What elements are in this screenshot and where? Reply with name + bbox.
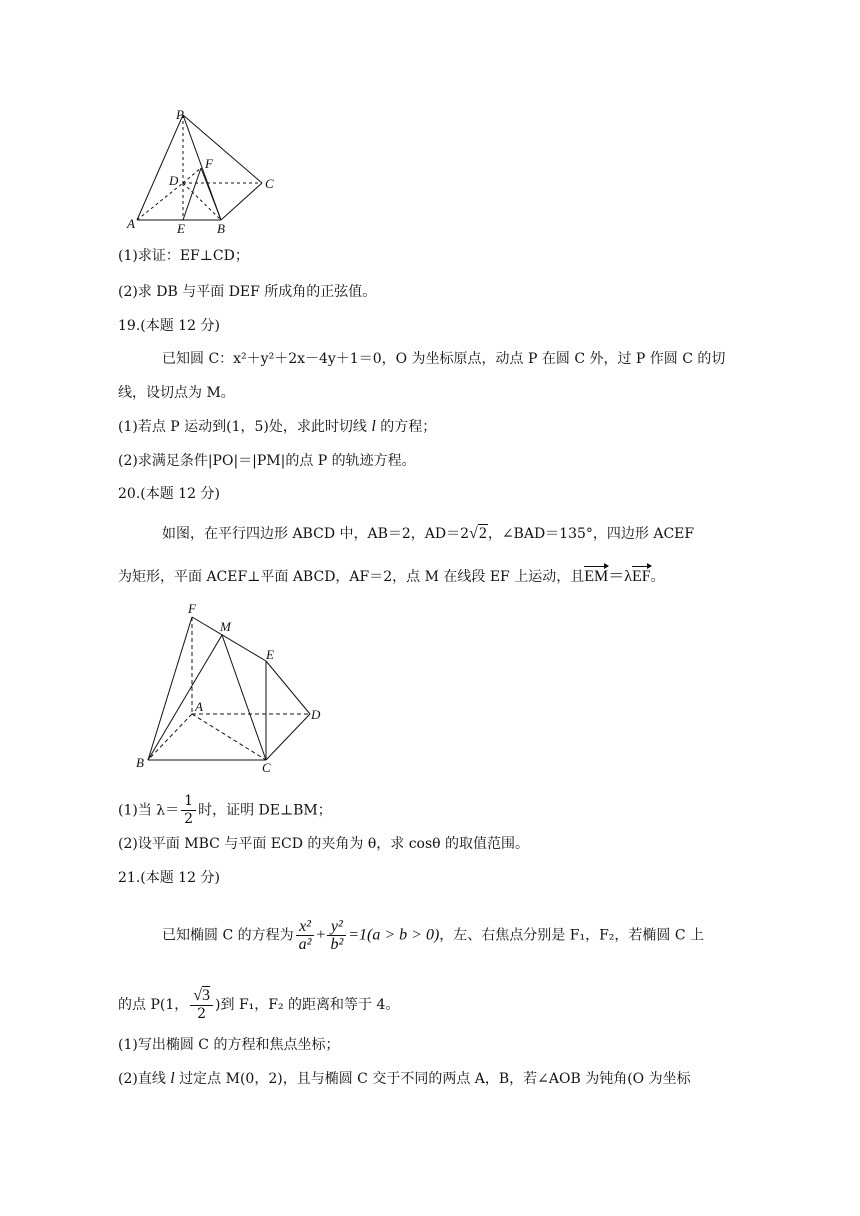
label-d: D — [311, 707, 321, 722]
q19-part1 — [118, 417, 436, 437]
q20-stem1-text-b: ，∠BAD＝135°，四边形 ACEF — [487, 526, 695, 542]
q19-stem-line1: 已知圆 C：x²＋y²＋2x－4y＋1＝0，O 为坐标原点，动点 P 在圆 C 外，过 P 作圆 C 的切 — [162, 351, 726, 367]
q21-stem-line2 — [118, 987, 399, 1023]
q21-part1: (1)写出椭圆 C 的方程和焦点坐标； — [118, 1037, 340, 1053]
q19-part2: (2)求满足条件|PO|＝|PM|的点 P 的轨迹方程。 — [118, 453, 416, 469]
label-d: D — [169, 173, 179, 188]
edge-fb — [148, 617, 192, 760]
plus-sign: + — [316, 926, 326, 944]
q21-part2 — [118, 1069, 691, 1089]
fraction-one-half: $\frac{1}{2}$ — [181, 793, 196, 828]
label-e: E — [266, 647, 274, 662]
q21-stem1-text-b: ，左、右焦点分别是 F₁，F₂，若椭圆 C 上 — [439, 927, 705, 944]
label-c: C — [262, 760, 271, 775]
eq-lambda: ＝λ — [608, 568, 632, 585]
edge-de — [266, 661, 310, 714]
q20-part1-text-b: 时，证明 DE⊥BM； — [198, 802, 332, 819]
label-b: B — [136, 755, 144, 770]
q20-stem2-end: 。 — [650, 569, 665, 585]
pyramid-figure — [125, 105, 285, 235]
sqrt-2: √2 — [469, 525, 487, 542]
q20-part1-text-a: (1)当 λ＝ — [118, 802, 180, 819]
q20-stem-line2 — [118, 567, 665, 587]
edge-mc — [222, 635, 266, 760]
q21-part2-text-b: 过定点 M(0，2)，且与椭圆 C 交于不同的两点 A，B，若∠AOB 为钝角(O 为坐标 — [174, 1071, 691, 1087]
label-b: B — [217, 221, 225, 235]
q20-part2: (2)设平面 MBC 与平面 ECD 的夹角为 θ，求 cosθ 的取值范围。 — [118, 836, 530, 852]
q20-stem1-text-a: 如图，在平行四边形 ABCD 中，AB＝2，AD＝2 — [162, 526, 470, 542]
edge-bm — [148, 635, 222, 760]
q21-header: 21.(本题 12 分) — [118, 870, 220, 886]
edge-ef — [183, 168, 201, 220]
q19-part1-text-a: (1)若点 P 运动到(1，5)处，求此时切线 — [118, 419, 372, 435]
q21-part2-text-a: (2)直线 — [118, 1071, 171, 1087]
fraction-x2-a2: $\frac{\text{x²}}{\text{a²}}$ — [296, 918, 315, 953]
edge-fb — [201, 168, 221, 220]
q21-stem2-text-b: )到 F₁，F₂ 的距离和等于 4。 — [215, 997, 400, 1013]
label-a: A — [195, 699, 203, 714]
q21-stem-line1 — [162, 918, 704, 953]
label-c: C — [265, 176, 274, 191]
fraction-sqrt3-over-2: $\frac{√3}{2}$ — [190, 987, 213, 1023]
label-f: F — [188, 601, 196, 616]
label-f: F — [205, 156, 213, 171]
q20-part1 — [118, 793, 332, 828]
vector-ef: EF — [631, 568, 651, 585]
edge-db — [183, 183, 221, 220]
q18-part1: (1)求证：EF⊥CD； — [118, 248, 249, 264]
q20-header: 20.(本题 12 分) — [118, 486, 220, 502]
parallelogram-rectangle-figure — [132, 600, 332, 775]
label-m: M — [220, 619, 231, 634]
q20-stem2-text-a: 为矩形，平面 ACEF⊥平面 ABCD，AF＝2，点 M 在线段 EF 上运动，且 — [118, 569, 585, 585]
line-l-symbol: l — [170, 1070, 175, 1087]
q20-stem-line1 — [162, 524, 694, 544]
label-p: P — [176, 107, 184, 122]
edge-bc — [221, 183, 262, 220]
ellipse-equation-tail: =1(a > b > 0) — [348, 926, 440, 944]
fraction-y2-b2: $\frac{\text{y²}}{\text{b²}}$ — [327, 918, 346, 953]
edge-pa — [137, 115, 183, 220]
edge-ad — [137, 183, 183, 220]
q21-stem2-text-a: 的点 P(1， — [118, 997, 189, 1013]
q18-part2: (2)求 DB 与平面 DEF 所成角的正弦值。 — [118, 284, 377, 300]
q19-header: 19.(本题 12 分) — [118, 318, 220, 334]
q19-stem-line2: 线，设切点为 M。 — [118, 385, 235, 401]
q21-stem1-text-a: 已知椭圆 C 的方程为 — [162, 927, 294, 944]
line-l-symbol: l — [371, 418, 376, 435]
label-a: A — [127, 216, 135, 231]
q19-part1-text-b: 的方程； — [375, 419, 437, 435]
edge-cd — [266, 714, 310, 760]
vector-em: EM — [584, 568, 609, 585]
label-e: E — [177, 221, 185, 235]
edge-ac — [192, 714, 266, 760]
